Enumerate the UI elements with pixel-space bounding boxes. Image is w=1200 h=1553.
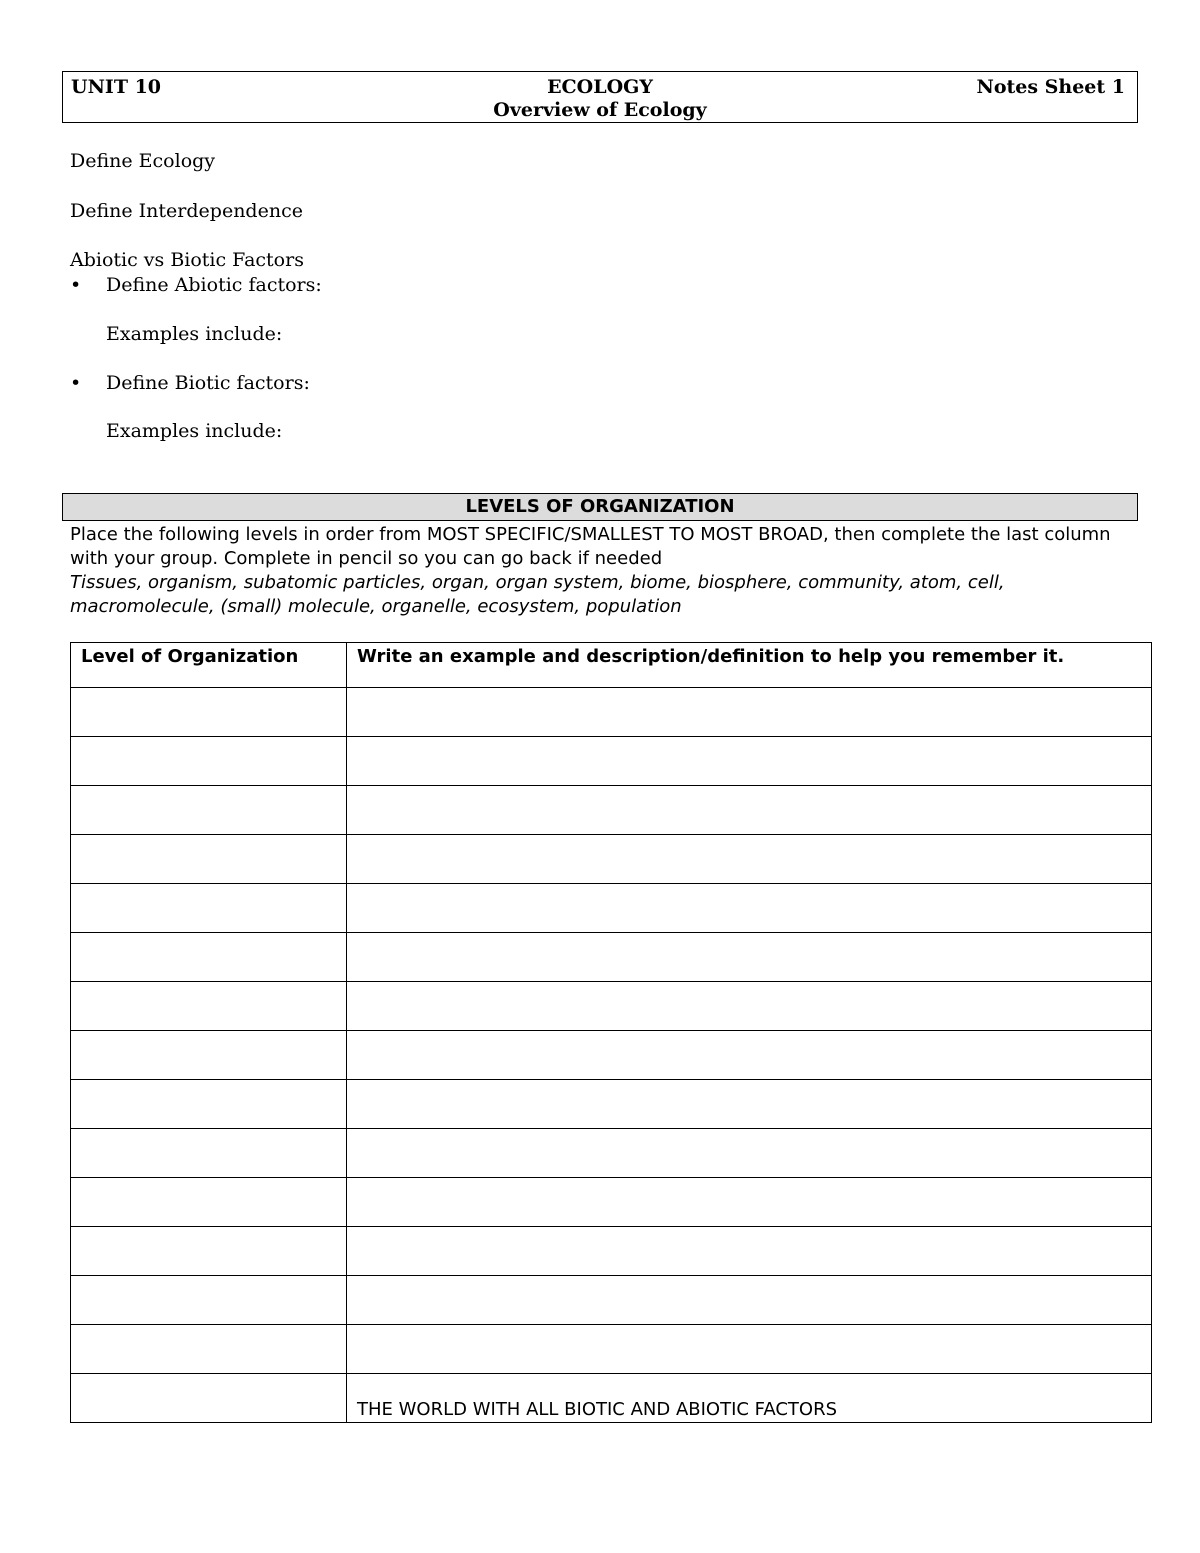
table-row xyxy=(71,786,1152,835)
level-cell[interactable] xyxy=(71,1227,347,1276)
level-cell[interactable] xyxy=(71,688,347,737)
level-cell[interactable] xyxy=(71,1129,347,1178)
examples-biotic: Examples include: xyxy=(106,420,283,442)
bullet-dot: • xyxy=(70,372,82,394)
level-cell[interactable] xyxy=(71,1374,347,1423)
description-cell[interactable] xyxy=(347,786,1152,835)
table-row xyxy=(71,884,1152,933)
prompt-define-interdependence: Define Interdependence xyxy=(70,200,303,222)
levels-instructions xyxy=(70,523,1140,619)
description-cell[interactable] xyxy=(347,1080,1152,1129)
description-cell[interactable] xyxy=(347,688,1152,737)
header-box xyxy=(62,71,1138,123)
level-cell[interactable] xyxy=(71,1031,347,1080)
description-cell[interactable] xyxy=(347,982,1152,1031)
table-row xyxy=(71,933,1152,982)
table-row xyxy=(71,737,1152,786)
level-cell[interactable] xyxy=(71,1080,347,1129)
prompt-define-ecology: Define Ecology xyxy=(70,150,216,172)
level-cell[interactable] xyxy=(71,786,347,835)
level-cell[interactable] xyxy=(71,1276,347,1325)
table-row xyxy=(71,688,1152,737)
description-cell[interactable] xyxy=(347,737,1152,786)
description-cell[interactable] xyxy=(347,884,1152,933)
table-row xyxy=(71,982,1152,1031)
level-cell[interactable] xyxy=(71,884,347,933)
table-row xyxy=(71,1080,1152,1129)
description-cell[interactable] xyxy=(347,1178,1152,1227)
level-cell[interactable] xyxy=(71,835,347,884)
table-row-last xyxy=(71,1374,1152,1423)
level-cell[interactable] xyxy=(71,737,347,786)
description-cell[interactable] xyxy=(347,1374,1152,1423)
col-header-description: Write an example and description/definition to help you remember it. xyxy=(347,643,1152,688)
level-cell[interactable] xyxy=(71,933,347,982)
levels-table xyxy=(70,642,1152,1423)
page-title: ECOLOGY xyxy=(547,76,653,98)
table-row xyxy=(71,1178,1152,1227)
instruction-text: Place the following levels in order from MOST SPECIFIC/SMALLEST TO MOST BROAD, then complete the last column with your group. Complete in pencil so you can go back if needed xyxy=(70,524,1111,569)
description-cell[interactable] xyxy=(347,835,1152,884)
sheet-label: Notes Sheet 1 xyxy=(976,76,1125,98)
table-row xyxy=(71,835,1152,884)
level-cell[interactable] xyxy=(71,982,347,1031)
description-cell[interactable] xyxy=(347,1325,1152,1374)
level-cell[interactable] xyxy=(71,1325,347,1374)
table-row xyxy=(71,1031,1152,1080)
bullet-abiotic-label: Define Abiotic factors: xyxy=(106,274,322,296)
levels-item-list: Tissues, organism, subatomic particles, organ, organ system, biome, biosphere, community, atom, cell, macromolecule, (small) molecule, organelle, ecosystem, population xyxy=(70,572,1005,617)
examples-abiotic: Examples include: xyxy=(106,323,283,345)
page-subtitle: Overview of Ecology xyxy=(493,99,707,121)
table-row xyxy=(71,1227,1152,1276)
description-cell[interactable] xyxy=(347,1227,1152,1276)
table-header-row xyxy=(71,643,1152,688)
prompt-abiotic-vs-biotic: Abiotic vs Biotic Factors xyxy=(70,249,304,271)
description-cell[interactable] xyxy=(347,933,1152,982)
biosphere-description: THE WORLD WITH ALL BIOTIC AND ABIOTIC FACTORS xyxy=(357,1399,838,1420)
unit-label: UNIT 10 xyxy=(71,76,162,98)
description-cell[interactable] xyxy=(347,1031,1152,1080)
level-cell[interactable] xyxy=(71,1178,347,1227)
description-cell[interactable] xyxy=(347,1276,1152,1325)
table-row xyxy=(71,1325,1152,1374)
table-row xyxy=(71,1276,1152,1325)
description-cell[interactable] xyxy=(347,1129,1152,1178)
levels-heading: LEVELS OF ORGANIZATION xyxy=(62,493,1138,521)
bullet-dot: • xyxy=(70,274,82,296)
col-header-level: Level of Organization xyxy=(71,643,347,688)
table-row xyxy=(71,1129,1152,1178)
bullet-biotic-label: Define Biotic factors: xyxy=(106,372,310,394)
